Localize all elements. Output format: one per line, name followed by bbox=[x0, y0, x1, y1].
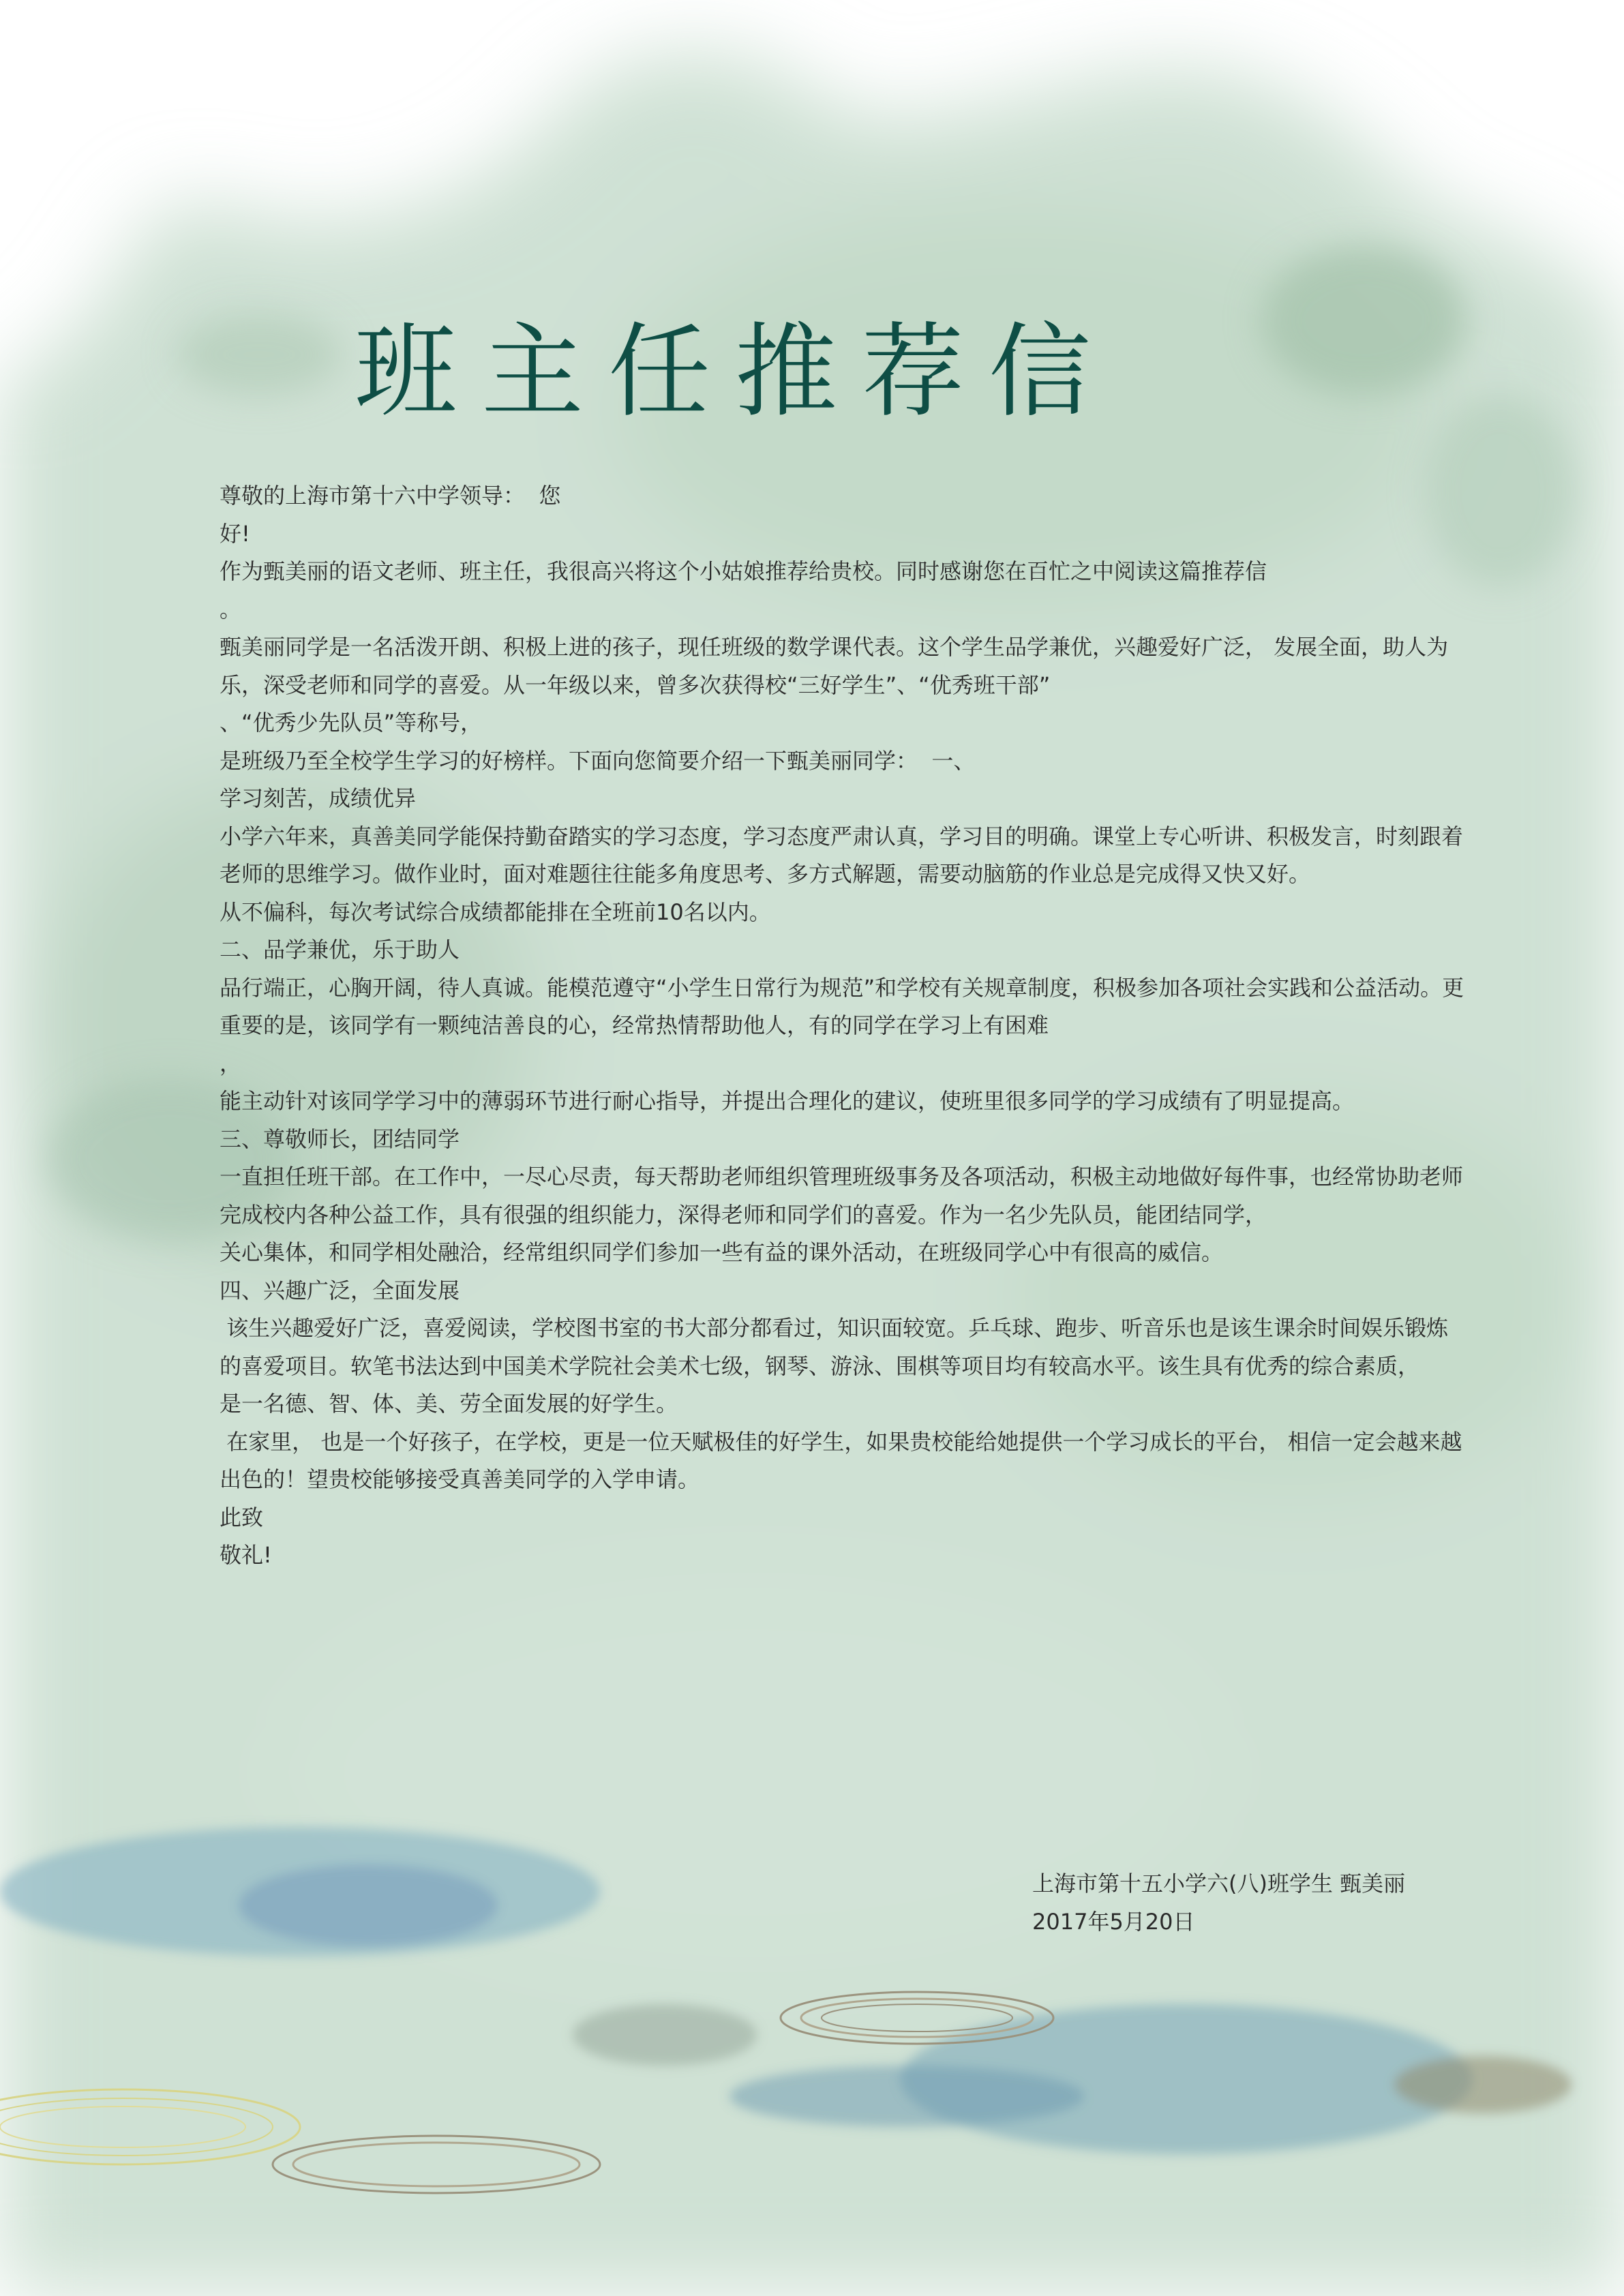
paragraph: 、“优秀少先队员”等称号， bbox=[220, 710, 483, 736]
signature-block bbox=[1032, 1864, 1405, 1941]
paragraph: ， bbox=[220, 1050, 242, 1076]
section-heading: 二、品学兼优，乐于助人 bbox=[220, 937, 460, 963]
paragraph: 品行端正，心胸开阔，待人真诚。能模范遵守“小学生日常行为规范”和学校有关规章制度，积极参加各项社会实践和公益活动。更重要的是，该同学有一颗纯洁善良的心，经常热情帮助他人，有的同学在学习上有困难 bbox=[220, 974, 1464, 1038]
paragraph: 能主动针对该同学学习中的薄弱环节进行耐心指导，并提出合理化的建议，使班里很多同学的学习成绩有了明显提高。 bbox=[220, 1088, 1355, 1114]
section-heading: 四、兴趣广泛，全面发展 bbox=[220, 1277, 460, 1303]
section-heading: 学习刻苦，成绩优异 bbox=[220, 785, 417, 811]
signature-date: 2017年5月20日 bbox=[1032, 1909, 1195, 1935]
paragraph: 该生兴趣爱好广泛，喜爱阅读，学校图书室的书大部分都看过，知识面较宽。乒乓球、跑步、听音乐也是该生课余时间娱乐锻炼的喜爱项目。软笔书法达到中国美术学院社会美术七级，钢琴、游泳、围棋等项目均有较高水平。该生具有优秀的综合素质， bbox=[220, 1315, 1449, 1379]
paragraph: 从不偏科，每次考试综合成绩都能排在全班前10名以内。 bbox=[220, 898, 771, 925]
paragraph: 作为甄美丽的语文老师、班主任，我很高兴将这个小姑娘推荐给贵校。同时感谢您在百忙之中阅读这篇推荐信 bbox=[220, 558, 1267, 584]
paragraph: 关心集体，和同学相处融洽，经常组织同学们参加一些有益的课外活动，在班级同学心中有很高的威信。 bbox=[220, 1239, 1224, 1265]
paragraph: 甄美丽同学是一名活泼开朗、积极上进的孩子，现任班级的数学课代表。这个学生品学兼优，兴趣爱好广泛， 发展全面，助人为乐，深受老师和同学的喜爱。从一年级以来，曾多次获得校“三好学生”、“优秀班干部” bbox=[220, 634, 1449, 698]
closing: 敬礼! bbox=[220, 1542, 272, 1568]
closing: 此致 bbox=[220, 1504, 264, 1530]
page-title: 班主任推荐信 bbox=[355, 312, 1116, 432]
paragraph: 。 bbox=[220, 596, 242, 622]
letter-body bbox=[220, 477, 1467, 1575]
salutation: 尊敬的上海市第十六中学领导： 您 bbox=[220, 483, 561, 509]
paragraph: 一直担任班干部。在工作中，一尽心尽责，每天帮助老师组织管理班级事务及各项活动，积极主动地做好每件事，也经常协助老师完成校内各种公益工作，具有很强的组织能力，深得老师和同学们的喜爱。作为一名少先队员，能团结同学， bbox=[220, 1164, 1464, 1228]
paragraph: 是一名德、智、体、美、劳全面发展的好学生。 bbox=[220, 1391, 678, 1417]
signature-name: 上海市第十五小学六(八)班学生 甄美丽 bbox=[1032, 1871, 1406, 1897]
section-heading: 三、尊敬师长，团结同学 bbox=[220, 1126, 460, 1152]
paragraph: 是班级乃至全校学生学习的好榜样。下面向您简要介绍一下甄美丽同学： 一、 bbox=[220, 747, 976, 774]
paragraph: 在家里， 也是一个好孩子，在学校，更是一位天赋极佳的好学生，如果贵校能给她提供一个学习成长的平台， 相信一定会越来越出色的！望贵校能够接受真善美同学的入学申请。 bbox=[220, 1428, 1462, 1492]
salutation-cont: 好! bbox=[220, 520, 250, 547]
paragraph: 小学六年来，真善美同学能保持勤奋踏实的学习态度，学习态度严肃认真，学习目的明确。课堂上专心听讲、积极发言，时刻跟着老师的思维学习。做作业时，面对难题往往能多角度思考、多方式解题，需要动脑筋的作业总是完成得又快又好。 bbox=[220, 823, 1464, 887]
